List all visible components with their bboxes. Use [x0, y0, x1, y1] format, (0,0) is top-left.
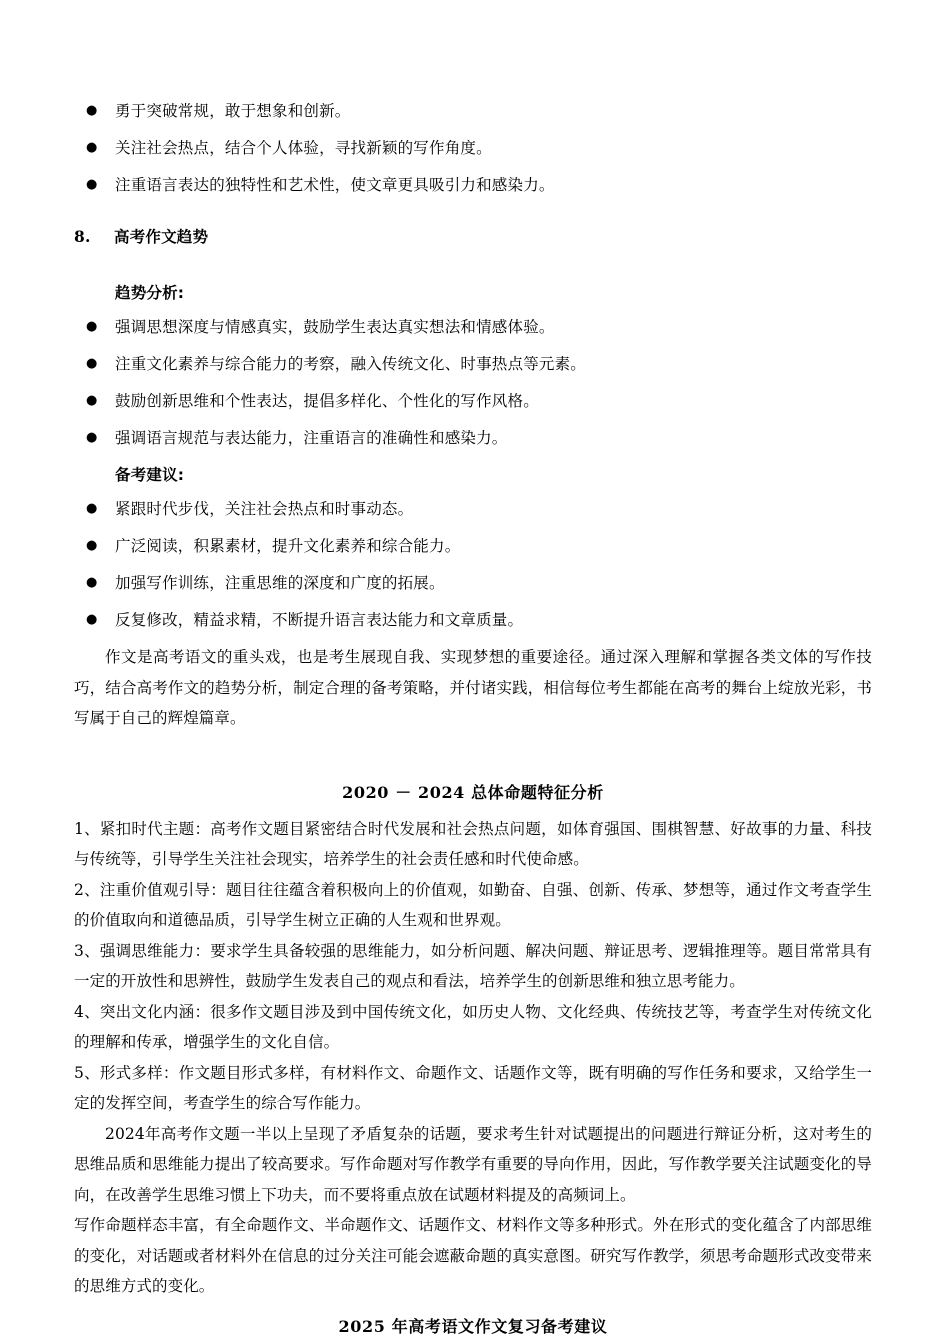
bullet-icon: ●	[86, 501, 98, 516]
list-item	[74, 605, 872, 635]
list-item-text: 广泛阅读，积累素材，提升文化素养和综合能力。	[115, 537, 461, 555]
bullet-icon: ●	[86, 393, 98, 408]
list-item-text: 注重语言表达的独特性和艺术性，使文章更具吸引力和感染力。	[115, 176, 555, 194]
list-item-text: 紧跟时代步伐，关注社会热点和时事动态。	[115, 500, 414, 518]
bullet-icon: ●	[86, 575, 98, 590]
section-heading-8	[74, 222, 872, 252]
bullet-icon: ●	[86, 612, 98, 627]
trend-analysis-list	[74, 312, 872, 453]
bullet-icon: ●	[86, 140, 98, 155]
analysis-item: 5、形式多样：作文题目形式多样，有材料作文、命题作文、话题作文等，既有明确的写作任务和要求，又给学生一定的发挥空间，考查学生的综合写作能力。	[74, 1063, 872, 1112]
list-item-text: 鼓励创新思维和个性表达，提倡多样化、个性化的写作风格。	[115, 392, 539, 410]
list-item	[74, 96, 872, 126]
list-item	[74, 386, 872, 416]
section-spacer	[74, 734, 872, 778]
bullet-icon: ●	[86, 538, 98, 553]
closing-paragraph: 作文是高考语文的重头戏，也是考生展现自我、实现梦想的重要途径。通过深入理解和掌握各类文体的写作技巧，结合高考作文的趋势分析，制定合理的备考策略，并付诸实践，相信每位考生都能在高考的舞台上绽放光彩，书写属于自己的辉煌篇章。	[74, 648, 872, 727]
list-item	[74, 170, 872, 200]
list-item-text: 注重文化素养与综合能力的考察，融入传统文化、时事热点等元素。	[115, 355, 587, 373]
list-item-text: 勇于突破常规，敢于想象和创新。	[115, 102, 351, 120]
section-number: 8.	[74, 227, 91, 246]
top-bullet-list	[74, 96, 872, 200]
section-title: 高考作文趋势	[114, 228, 209, 246]
analysis-item: 2、注重价值观引导：题目往往蕴含着积极向上的价值观，如勤奋、自强、创新、传承、梦想等，通过作文考查学生的价值取向和道德品质，引导学生树立正确的人生观和世界观。	[74, 880, 872, 929]
list-item-text: 关注社会热点，结合个人体验，寻找新颖的写作角度。	[115, 139, 492, 157]
paragraph-2024: 2024年高考作文题一半以上呈现了矛盾复杂的话题，要求考生针对试题提出的问题进行辩证分析，这对考生的思维品质和思维能力提出了较高要求。写作命题对写作教学有重要的导向作用，因此，写作教学要关注试题变化的导向，在改善学生思维习惯上下功夫，而不要将重点放在试题材料提及的高频词上。	[74, 1124, 872, 1204]
list-item	[74, 494, 872, 524]
analysis-item: 3、强调思维能力：要求学生具备较强的思维能力，如分析问题、解决问题、辩证思考、逻辑推理等。题目常常具有一定的开放性和思辨性，鼓励学生发表自己的观点和看法，培养学生的创新思维和独立思考能力。	[74, 941, 872, 990]
list-item	[74, 349, 872, 379]
list-item	[74, 423, 872, 453]
list-item	[74, 568, 872, 598]
bullet-icon: ●	[86, 103, 98, 118]
list-item-text: 加强写作训练，注重思维的深度和广度的拓展。	[115, 574, 445, 592]
subheading-exam-prep-advice: 备考建议:	[115, 466, 185, 484]
bullet-icon: ●	[86, 356, 98, 371]
bullet-icon: ●	[86, 319, 98, 334]
analysis-item: 1、紧扣时代主题：高考作文题目紧密结合时代发展和社会热点问题，如体育强国、围棋智慧、好故事的力量、科技与传统等，引导学生关注社会现实，培养学生的社会责任感和时代使命感。	[74, 819, 872, 868]
list-item-text: 强调语言规范与表达能力，注重语言的准确性和感染力。	[115, 429, 508, 447]
exam-prep-advice-list	[74, 494, 872, 635]
paragraph-writing-forms: 写作命题样态丰富，有全命题作文、半命题作文、话题作文、材料作文等多种形式。外在形式的变化蕴含了内部思维的变化，对话题或者材料外在信息的过分关注可能会遮蔽命题的真实意图。研究写作教学，须思考命题形式改变带来的思维方式的变化。	[74, 1216, 872, 1295]
list-item	[74, 312, 872, 342]
final-title-spacer	[74, 1302, 872, 1312]
list-item	[74, 133, 872, 163]
analysis-section-title: 2020 － 2024 总体命题特征分析	[342, 782, 604, 802]
list-item	[74, 531, 872, 561]
list-item-text: 反复修改，精益求精，不断提升语言表达能力和文章质量。	[115, 611, 524, 629]
list-item-text: 强调思想深度与情感真实，鼓励学生表达真实想法和情感体验。	[115, 318, 555, 336]
analysis-item: 4、突出文化内涵：很多作文题目涉及到中国传统文化，如历史人物、文化经典、传统技艺等，考查学生对传统文化的理解和传承，增强学生的文化自信。	[74, 1002, 872, 1051]
bullet-icon: ●	[86, 430, 98, 445]
bullet-icon: ●	[86, 177, 98, 192]
final-section-title: 2025 年高考语文作文复习备考建议	[338, 1316, 608, 1336]
subheading-trend-analysis: 趋势分析:	[115, 284, 185, 302]
